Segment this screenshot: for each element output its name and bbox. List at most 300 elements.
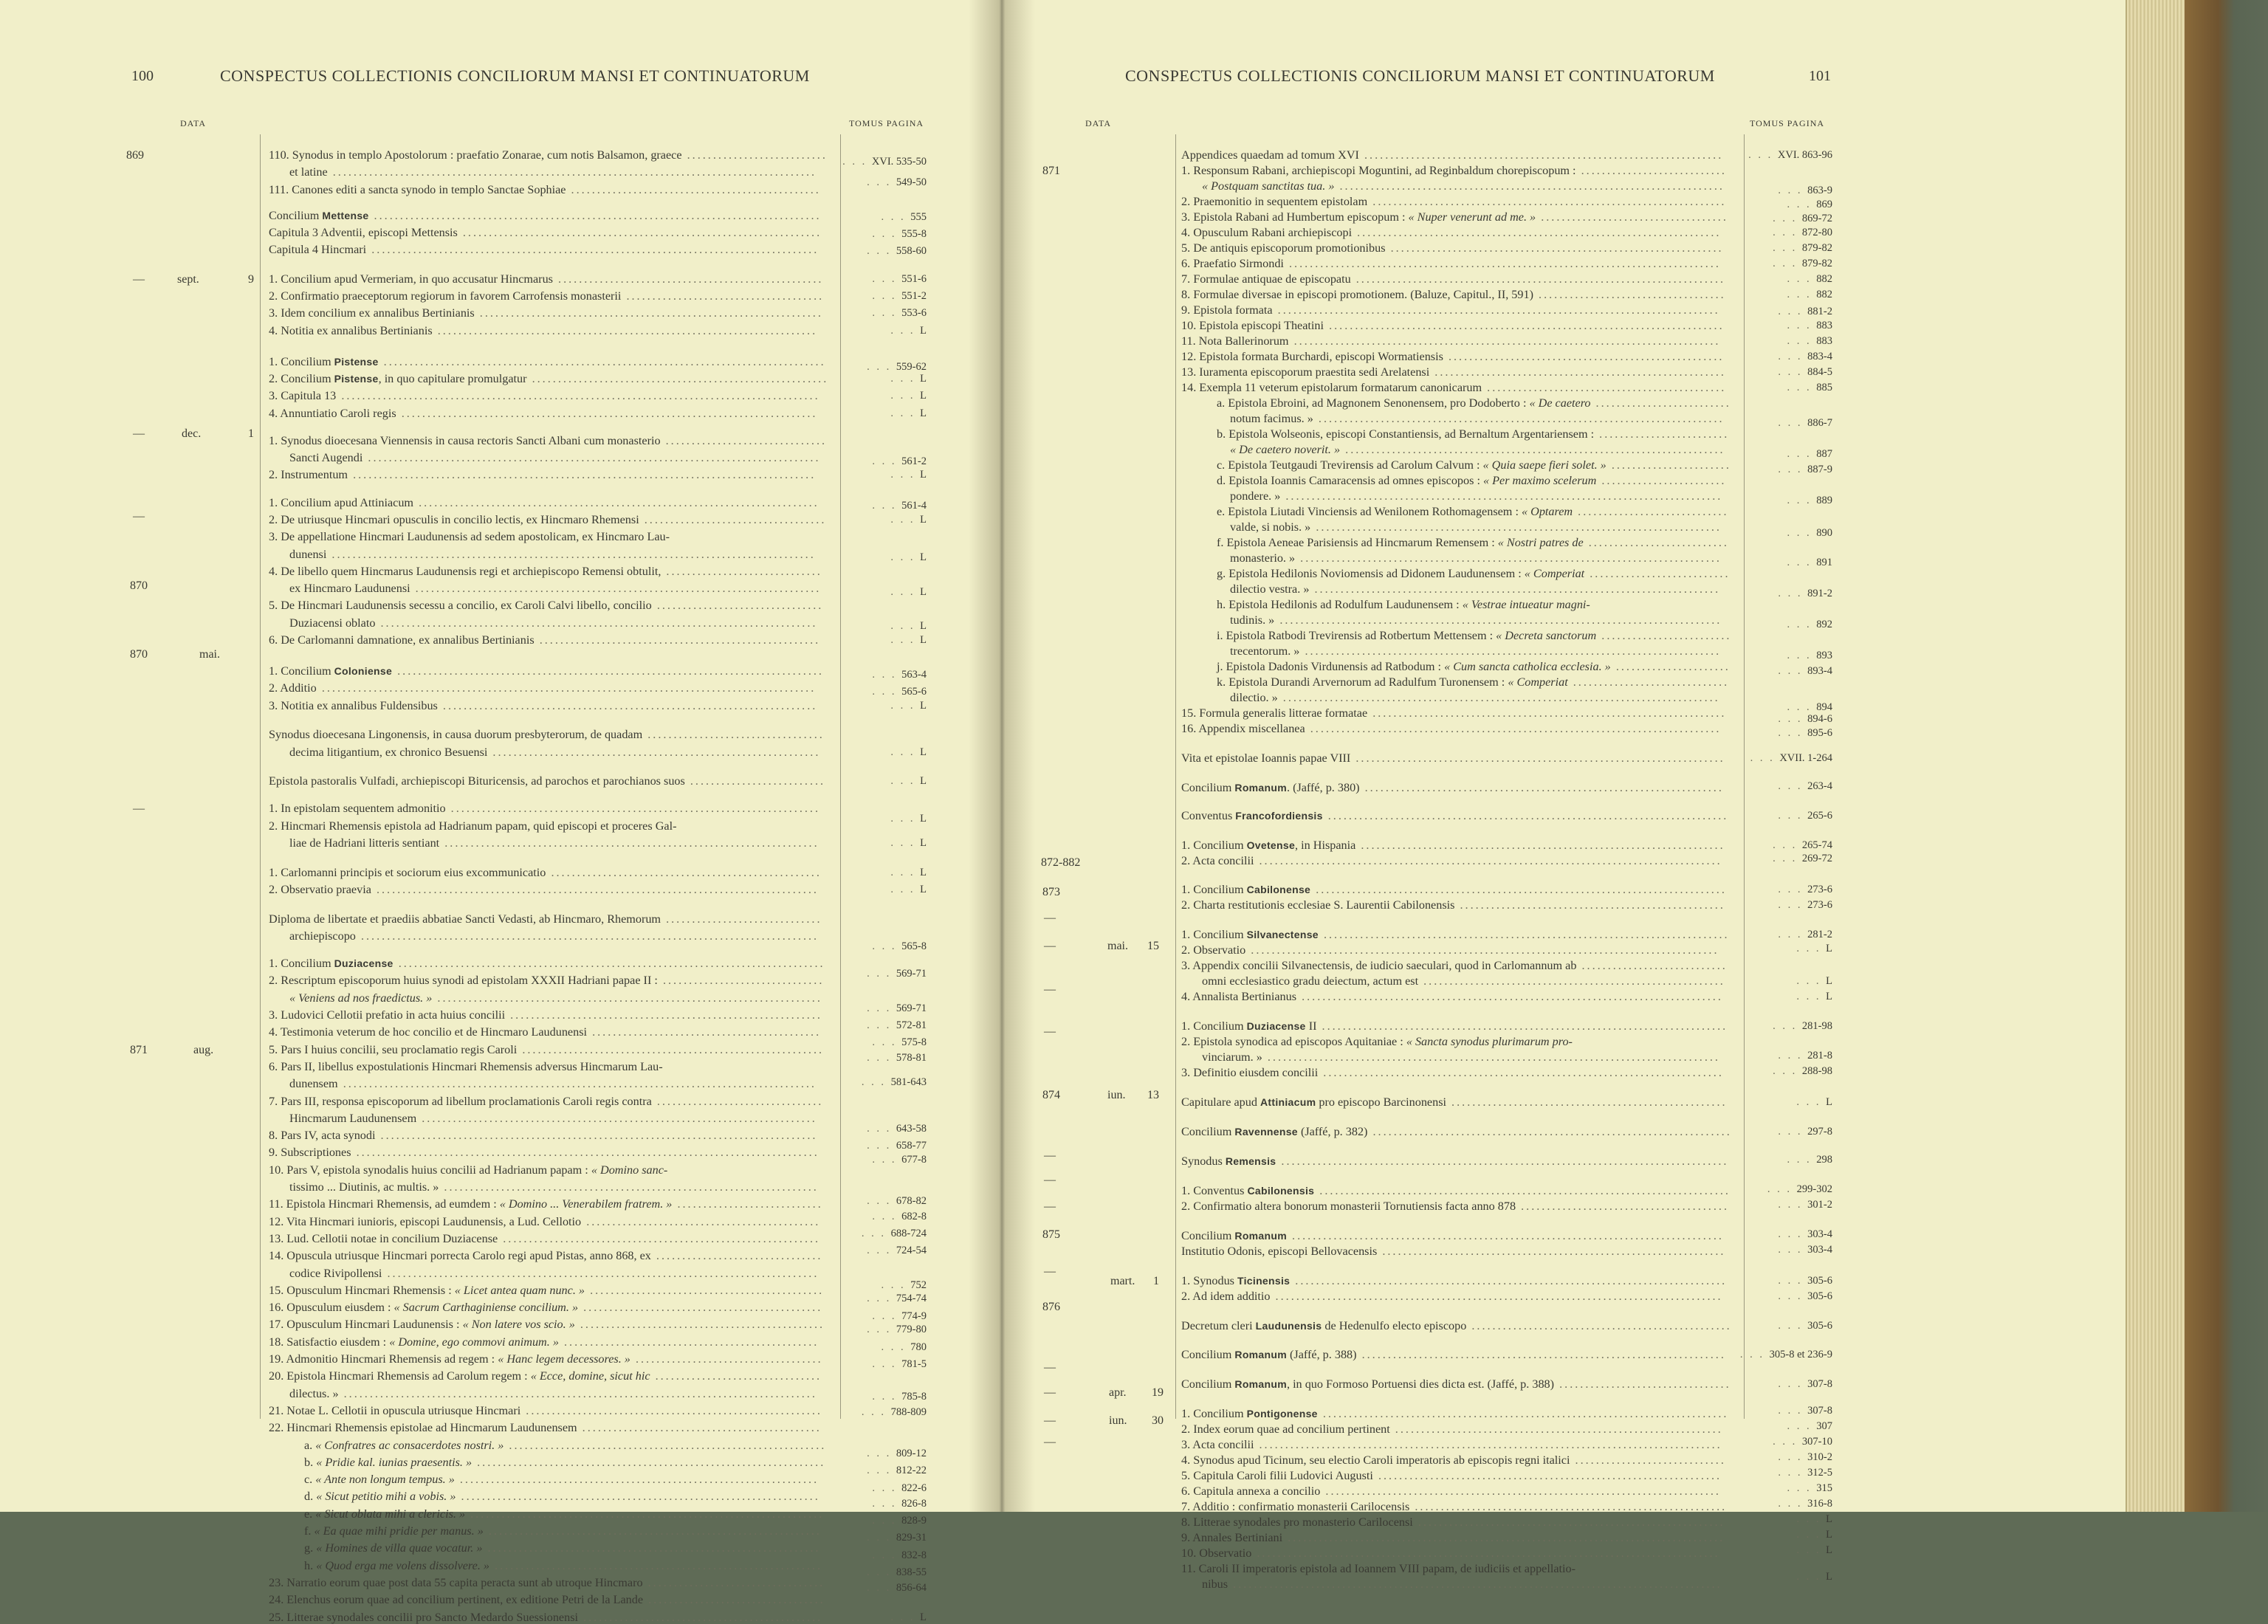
left-entry-line: [269, 1422, 822, 1434]
dot-leader: ......................................................................................: [1270, 1289, 1723, 1303]
dot-leader: ...................................................................................: [1286, 1228, 1724, 1242]
left-entry-text: 1. Concilium Coloniense: [269, 664, 393, 678]
left-entry-text: 2. Instrumentum: [269, 468, 348, 482]
reference-value: 316-8: [1807, 1498, 1832, 1510]
left-column-rule: [260, 134, 261, 1419]
right-entry-text: « De caetero noverit. »: [1230, 443, 1341, 456]
right-entry-text: b. Epistola Wolseonis, episcopi Constantiensis, ad Bernaltum Argentariensem :: [1217, 427, 1595, 441]
dot-leader: . . .: [867, 360, 896, 373]
right-entry-text: 5. Capitula Caroli filii Ludovici Augusti: [1181, 1469, 1373, 1483]
right-entry-line: [1181, 1349, 1726, 1360]
right-entry-text: 15. Formula generalis litterae formatae: [1181, 706, 1368, 720]
left-tomus-pagina-ref: [890, 1611, 927, 1624]
dot-leader: ........................................................................: [437, 698, 818, 712]
dot-leader: ......................................: [621, 289, 825, 303]
right-entry-text: 8. Formulae diversae in episcopi promotionem. (Baluze, Capitul., II, 591): [1181, 288, 1533, 301]
left-entry-text: 15. Opusculum Hincmari Rhemensis : « Licet antea quam nunc. »: [269, 1283, 585, 1297]
right-tomus-pagina-ref: [1773, 227, 1832, 239]
right-entry-text: trecentorum. »: [1230, 644, 1300, 658]
right-date: iun.: [1109, 1414, 1127, 1427]
dot-leader: ..............................................: [577, 1421, 822, 1435]
reference-value: 281-8: [1807, 1050, 1832, 1062]
dot-leader: ................................................................: [482, 1541, 821, 1555]
left-tomus-pagina-ref: [890, 884, 927, 896]
dot-leader: ..............................................................................: [1318, 928, 1730, 942]
right-entry-text: 3. Epistola Rabani ad Humbertum episcopum : « Nuper venerunt ad me. »: [1181, 210, 1536, 224]
left-entry-line: [269, 884, 819, 895]
dot-leader: .....................................................................: [1367, 1125, 1732, 1138]
dot-leader: ............................................................................: [1324, 319, 1725, 332]
dot-leader: . . .: [1778, 588, 1808, 600]
left-tomus-pagina-ref: [867, 1293, 927, 1305]
right-entry-line: [1181, 351, 1724, 362]
left-entry-line: [269, 913, 822, 925]
reference-value: 575-8: [901, 1036, 927, 1049]
right-entry-line: [1181, 810, 1728, 822]
reference-value: 788-809: [890, 1406, 927, 1419]
left-entry-text: 22. Hincmari Rhemensis epistolae ad Hincmarum Laudunensem: [269, 1421, 577, 1435]
dot-leader: ...............................................: [574, 1318, 825, 1332]
right-entry-text: 7. Formulae antiquae de episcopatu: [1181, 272, 1351, 286]
right-date: —: [1044, 1025, 1056, 1038]
right-entry-text: valde, si nobis. »: [1230, 520, 1311, 534]
reference-value: L: [920, 513, 927, 526]
dot-leader: . . .: [890, 372, 921, 385]
dot-leader: . . .: [1773, 213, 1802, 225]
reference-value: 658-77: [896, 1140, 927, 1152]
dot-leader: .....................................................................: [457, 225, 822, 239]
dot-leader: .....................................................................................: [1274, 613, 1722, 627]
left-entry-line: [269, 1164, 667, 1176]
reference-value: 559-62: [896, 360, 927, 373]
left-tomus-pagina-ref: [890, 837, 927, 850]
left-entry-line: [269, 1370, 822, 1382]
right-tomus-pagina-ref: [1787, 557, 1833, 569]
left-entry-text: 21. Notae L. Cellotii in opuscula utriusque Hincmari: [269, 1403, 521, 1417]
dot-leader: . . .: [867, 1002, 896, 1014]
left-tomus-pagina-ref: [867, 1123, 927, 1135]
reference-value: L: [1826, 943, 1832, 955]
right-entry-line: [1202, 180, 1725, 192]
right-entry-line: [1181, 320, 1725, 331]
right-entry-text: 7. Additio : confirmatio monasterii Carilocensis: [1181, 1500, 1410, 1514]
dot-leader: . . .: [1787, 320, 1817, 331]
reference-value: L: [1826, 1529, 1832, 1541]
right-entry-text: 1. Conventus Cabilonensis: [1181, 1183, 1315, 1197]
left-entry-line: [269, 184, 821, 196]
right-entry-text: 1. Concilium Silvanectense: [1181, 928, 1319, 942]
dot-leader: .........................: [1596, 629, 1732, 642]
left-entry-text: 3. Ludovici Cellotii prefatio in acta huius concilii: [269, 1008, 506, 1022]
right-entry-line: [1181, 1516, 1725, 1528]
dot-leader: ..............................................................................: [1316, 1019, 1728, 1033]
right-entry-text: 1. Concilium Pontigonense: [1181, 1407, 1318, 1421]
right-entry-line: [1181, 991, 1723, 1002]
right-tomus-pagina-ref: [1778, 464, 1832, 476]
left-entry-line: [289, 746, 820, 758]
right-entry-line: [1181, 1501, 1727, 1513]
right-date: 876: [1042, 1301, 1060, 1314]
book-gutter: [969, 0, 1035, 1512]
left-entry-line: [304, 1542, 820, 1554]
right-date: —: [1044, 1414, 1056, 1427]
reference-value: 555-8: [901, 228, 927, 241]
dot-leader: ..................................................................: [1372, 1469, 1722, 1483]
reference-value: 551-2: [901, 290, 927, 303]
reference-value: 891: [1816, 557, 1832, 569]
right-entry-line: [1217, 599, 1590, 610]
dot-leader: . . .: [1787, 382, 1817, 393]
reference-value: L: [1826, 991, 1832, 1003]
dot-leader: ...........................: [1584, 567, 1731, 580]
left-entry-line: [304, 1439, 826, 1451]
right-entry-line: [1181, 1470, 1722, 1482]
left-entry-line: [289, 930, 819, 942]
reference-value: 883-4: [1807, 351, 1832, 362]
left-tomus-pagina-ref: [862, 1076, 927, 1089]
right-entry-text: dilectio vestra. »: [1230, 582, 1310, 596]
dot-leader: ....................................................................................: [1277, 691, 1720, 704]
right-column-rule: [1175, 134, 1176, 1419]
right-tomus-pagina-ref: [1778, 1126, 1832, 1138]
left-tomus-pagina-ref: [867, 1002, 927, 1015]
dot-leader: . . .: [1773, 1020, 1802, 1033]
left-entry-text: 4. Notitia ex annalibus Bertinianis: [269, 323, 433, 337]
dot-leader: . . .: [872, 1358, 902, 1370]
right-tomus-pagina-ref: [1787, 320, 1833, 332]
dot-leader: ..............................: [661, 564, 822, 578]
left-entry-text: 6. De Carlomanni damnatione, ex annalibus Bertinianis: [269, 633, 535, 647]
dot-leader: .............................................................: [498, 1231, 821, 1245]
right-tomus-pagina-ref: [1773, 1436, 1832, 1448]
reference-value: 281-98: [1801, 1020, 1832, 1033]
dot-leader: . . .: [1787, 1420, 1817, 1432]
dot-leader: . . .: [867, 968, 896, 980]
reference-value: 863-9: [1807, 185, 1832, 197]
left-entry-line: [269, 1026, 821, 1038]
left-entry-text: Duziacensi oblato: [289, 616, 376, 630]
dot-leader: . . .: [867, 1448, 896, 1460]
reference-value: 890: [1816, 527, 1832, 540]
dot-leader: . . .: [1778, 1405, 1808, 1417]
dot-leader: ..............................................: [578, 1301, 823, 1315]
dot-leader: . . .: [1773, 1065, 1802, 1078]
right-date: —: [1044, 1386, 1056, 1399]
reference-value: 265-74: [1801, 839, 1832, 851]
reference-value: 273-6: [1807, 899, 1832, 912]
right-entry-text: 2. Praemonitio in sequentem epistolam: [1181, 195, 1368, 208]
right-date: 1: [1153, 1274, 1159, 1287]
right-date-column-header: DATA: [1085, 118, 1112, 128]
left-entry-line: [269, 1061, 663, 1073]
dot-leader: ........................: [1596, 474, 1727, 487]
right-entry-text: j. Epistola Dadonis Virdunensis ad Ratbodum : « Cum sancta catholica ecclesia. »: [1217, 660, 1611, 673]
reference-value: 273-6: [1807, 884, 1832, 896]
right-entry-line: [1181, 1185, 1731, 1197]
reference-value: 307-8: [1807, 1378, 1832, 1391]
left-entry-text: 18. Satisfactio eiusdem : « Domine, ego commovi animum. »: [269, 1335, 559, 1349]
right-entry-text: 14. Exempla 11 veterum epistolarum formatarum canonicarum: [1181, 381, 1482, 394]
right-entry-line: [1181, 335, 1720, 347]
right-entry-line: [1181, 273, 1725, 285]
reference-value: L: [920, 813, 927, 825]
right-entry-line: [1181, 1408, 1728, 1420]
dot-leader: . . .: [861, 1227, 891, 1239]
right-date: 30: [1152, 1414, 1164, 1427]
dot-leader: . . .: [1796, 943, 1827, 955]
dot-leader: . . .: [1778, 665, 1808, 678]
right-entry-text: 1. Synodus Ticinensis: [1181, 1273, 1291, 1287]
left-entry-text: d. « Sicut petitio mihi a vobis. »: [304, 1490, 456, 1504]
right-ref-column-header: TOMUS PAGINA: [1750, 118, 1825, 128]
left-entry-line: [269, 1301, 822, 1313]
reference-value: XVII. 1-264: [1779, 751, 1832, 764]
left-entry-line: [269, 325, 817, 337]
right-entry-line: [1181, 227, 1721, 238]
right-tomus-pagina-ref: [1796, 975, 1832, 988]
left-tomus-pagina-ref: [882, 1341, 927, 1354]
right-entry-text: Decretum cleri Laudunensis de Hedenulfo electo episcopo: [1181, 1318, 1467, 1332]
left-tomus-pagina-ref: [872, 1310, 927, 1323]
reference-value: 856-64: [896, 1581, 927, 1594]
dot-leader: . . .: [872, 668, 902, 681]
left-tomus-pagina-ref: [882, 211, 927, 224]
left-date-column-header: DATA: [180, 118, 207, 128]
left-running-head: CONSPECTUS COLLECTIONIS CONCILIORUM MANSI ET CONTINUATORUM: [220, 66, 810, 85]
right-date: 875: [1042, 1228, 1060, 1241]
reference-value: 572-81: [896, 1019, 927, 1031]
dot-leader: ..........................................................: [517, 1042, 825, 1056]
left-entry-text: 110. Synodus in templo Apostolorum : praefatio Zonarae, cum notis Balsamon, graece: [269, 148, 682, 162]
right-tomus-pagina-ref: [1778, 1228, 1832, 1241]
dot-leader: . . .: [867, 176, 896, 189]
dot-leader: .............................................: [581, 1214, 821, 1228]
left-entry-line: [304, 1490, 820, 1502]
left-tomus-pagina-ref: [867, 361, 927, 374]
dot-leader: .........................................................................: [432, 323, 818, 337]
left-entry-line: [269, 867, 822, 878]
dot-leader: . . .: [1748, 149, 1778, 161]
dot-leader: . . .: [1778, 351, 1808, 362]
reference-value: 677-8: [901, 1153, 927, 1166]
left-entry-line: [289, 1267, 819, 1279]
right-entry-line: [1181, 382, 1726, 393]
reference-value: 893-4: [1807, 665, 1832, 678]
right-entry-line: [1181, 304, 1720, 316]
left-entry-line: [269, 1216, 820, 1228]
right-entry-line: [1181, 1036, 1573, 1047]
left-tomus-pagina-ref: [872, 1154, 927, 1166]
right-date: 13: [1147, 1088, 1159, 1101]
left-page-number: 100: [131, 68, 154, 84]
dot-leader: . . .: [1778, 1228, 1808, 1240]
right-entry-text: 5. De antiquis episcoporum promotionibus: [1181, 241, 1386, 255]
dot-leader: . . .: [867, 1581, 896, 1594]
right-tomus-pagina-ref: [1778, 1320, 1832, 1332]
right-tomus-pagina-ref: [1778, 810, 1832, 822]
dot-leader: . . .: [867, 245, 896, 258]
reference-value: 643-58: [896, 1122, 927, 1135]
left-entry-text: 4. Annuntiatio Caroli regis: [269, 406, 396, 420]
dot-leader: . . .: [1796, 1096, 1827, 1109]
reference-value: 581-643: [890, 1076, 927, 1088]
right-entry-text: Capitulare apud Attiniacum pro episcopo Barcinonensi: [1181, 1095, 1446, 1109]
right-entry-line: [1181, 211, 1728, 223]
right-tomus-pagina-ref: [1787, 273, 1833, 286]
left-entry-line: [304, 1525, 822, 1537]
right-tomus-pagina-ref: [1778, 1050, 1832, 1062]
right-entry-line: [1230, 552, 1722, 564]
right-tomus-pagina-ref: [1796, 1571, 1832, 1583]
reference-value: 305-8 et 236-9: [1769, 1349, 1832, 1361]
right-entry-line: [1217, 459, 1731, 471]
reference-value: 298: [1816, 1153, 1832, 1166]
dot-leader: ................................................................................: [1299, 644, 1722, 658]
right-date: 874: [1042, 1088, 1060, 1101]
right-entry-text: 2. Acta concilii: [1181, 853, 1254, 867]
dot-leader: . . .: [890, 866, 921, 878]
dot-leader: . . .: [872, 685, 902, 698]
right-entry-text: 3. Acta concilii: [1181, 1438, 1254, 1452]
reference-value: 894-6: [1807, 713, 1832, 726]
reference-value: L: [920, 585, 927, 598]
right-entry-line: [1230, 521, 1722, 533]
right-entry-line: [1181, 899, 1725, 911]
right-tomus-pagina-ref: [1796, 1096, 1832, 1109]
dot-leader: .....................................................................: [454, 1473, 819, 1487]
dot-leader: ..................................: [642, 1575, 825, 1589]
left-entry-line: [269, 1611, 822, 1623]
right-entry-text: 16. Appendix miscellanea: [1181, 722, 1305, 735]
left-entry-line: [269, 497, 819, 509]
reference-value: 895-6: [1807, 727, 1832, 740]
left-tomus-pagina-ref: [867, 1019, 927, 1032]
dot-leader: . . .: [890, 551, 921, 564]
right-entry-text: 11. Caroli II imperatoris epistola ad Ioannem VIII papam, de iudiciis et appellatio-: [1181, 1562, 1576, 1576]
right-entry-text: 3. Definitio eiusdem concilii: [1181, 1066, 1319, 1080]
left-tomus-pagina-ref: [882, 1279, 927, 1292]
dot-leader: ....................................: [630, 1352, 823, 1366]
left-entry-text: Sancti Augendi: [289, 451, 363, 465]
dot-leader: ..................................: [643, 1593, 825, 1607]
right-tomus-pagina-ref: [1778, 1405, 1832, 1417]
right-tomus-pagina-ref: [1787, 527, 1833, 540]
reference-value: 553-6: [901, 307, 927, 320]
reference-value: L: [920, 469, 927, 481]
dot-leader: . . .: [1787, 495, 1817, 507]
left-date: 9: [248, 272, 254, 286]
dot-leader: . . .: [1773, 227, 1802, 238]
left-tomus-pagina-ref: [872, 1498, 927, 1510]
right-entry-text: 2. Index eorum quae ad concilium pertinent: [1181, 1422, 1390, 1437]
left-entry-text: codice Rivipollensi: [289, 1266, 382, 1280]
left-entry-text: 4. De libello quem Hincmarus Laudunensis regi et archiepiscopo Remensi obtulit,: [269, 564, 662, 578]
reference-value: 832-8: [901, 1549, 927, 1561]
left-entry-line: [269, 682, 816, 694]
right-tomus-pagina-ref: [1778, 929, 1832, 941]
reference-value: 883: [1816, 335, 1832, 347]
left-page: [0, 0, 998, 1624]
left-entry-line: [269, 307, 823, 319]
dot-leader: ...................................................: [1454, 898, 1725, 912]
dot-leader: .......................: [1606, 458, 1731, 472]
reference-value: 307-10: [1801, 1436, 1832, 1448]
dot-leader: .........................................................................................: [1254, 853, 1722, 867]
reference-value: 886-7: [1807, 417, 1832, 430]
left-entry-text: c. « Ante non longum tempus. »: [304, 1473, 455, 1487]
dot-leader: . . .: [872, 290, 902, 303]
left-tomus-pagina-ref: [890, 514, 927, 526]
left-entry-text: 25. Litterae synodales concilii pro Sancto Medardo Suessionensi: [269, 1610, 578, 1624]
dot-leader: ....................................................................................: [1282, 1531, 1725, 1545]
right-tomus-pagina-ref: [1778, 665, 1832, 678]
left-entry-line: [269, 1009, 822, 1021]
left-entry-line: [269, 1250, 822, 1262]
right-tomus-pagina-ref: [1778, 588, 1832, 600]
left-tomus-pagina-ref: [872, 1549, 927, 1562]
reference-value: 561-2: [901, 455, 927, 467]
left-entry-line: [269, 227, 822, 238]
right-entry-text: notum facimus. »: [1230, 412, 1313, 425]
right-entry-text: 1. Responsum Rabani, archiepiscopi Moguntini, ad Reginbaldum chorepiscopum :: [1181, 164, 1576, 177]
reference-value: 305-6: [1807, 1274, 1832, 1287]
reference-value: 779-80: [896, 1324, 927, 1336]
dot-leader: . . .: [1778, 1319, 1808, 1332]
left-entry-line: [304, 1508, 824, 1520]
right-entry-text: Institutio Odonis, episcopi Bellovacensis: [1181, 1244, 1378, 1258]
right-entry-text: Concilium Romanum: [1181, 1228, 1287, 1242]
reference-value: 569-71: [896, 968, 927, 980]
dot-leader: ..............................................: [1482, 381, 1727, 394]
right-entry-line: [1202, 975, 1725, 987]
left-entry-text: 3. Idem concilium ex annalibus Bertinianis: [269, 306, 475, 320]
left-tomus-pagina-ref: [872, 290, 927, 303]
right-entry-line: [1217, 475, 1726, 486]
right-entry-line: [1181, 1275, 1727, 1287]
dot-leader: ...............................................................: [487, 745, 821, 759]
dot-leader: ............................: [1575, 164, 1727, 177]
left-tomus-pagina-ref: [872, 1358, 927, 1371]
right-entry-line: [1181, 1067, 1724, 1078]
dot-leader: .........................................................: [520, 1403, 822, 1417]
reference-value: 754-74: [896, 1293, 927, 1305]
reference-value: 688-724: [890, 1227, 927, 1239]
dot-leader: ..........................: [1590, 396, 1731, 410]
dot-leader: ........................................: [1516, 1199, 1729, 1213]
left-entry-line: [269, 1233, 820, 1245]
reference-value: 826-8: [901, 1497, 927, 1510]
dot-leader: . . .: [1787, 527, 1817, 540]
reference-value: 881-2: [1807, 306, 1832, 318]
left-tomus-pagina-ref: [862, 1228, 927, 1240]
right-entry-line: [1217, 428, 1729, 440]
dot-leader: .....................................................................................: [371, 882, 819, 896]
right-entry-line: [1181, 1200, 1729, 1212]
left-tomus-pagina-ref: [890, 551, 927, 564]
dot-leader: ......................................................................: [1356, 1348, 1726, 1362]
reference-value: 829-31: [896, 1532, 927, 1544]
left-tomus-pagina-ref: [890, 634, 927, 647]
left-tomus-pagina-ref: [867, 1465, 927, 1477]
right-tomus-pagina-ref: [1787, 289, 1833, 301]
left-entry-text: e. « Sicut oblata mihi a clericis. »: [304, 1507, 466, 1521]
dot-leader: .....................................................................................: [1272, 303, 1720, 317]
right-date: 873: [1042, 885, 1060, 898]
dot-leader: . . .: [872, 1497, 902, 1510]
left-entry-text: 4. Testimonia veterum de hoc concilio et de Hincmaro Laudunensi: [269, 1025, 588, 1039]
dot-leader: . . .: [1778, 1290, 1808, 1302]
dot-leader: . . .: [890, 699, 921, 712]
